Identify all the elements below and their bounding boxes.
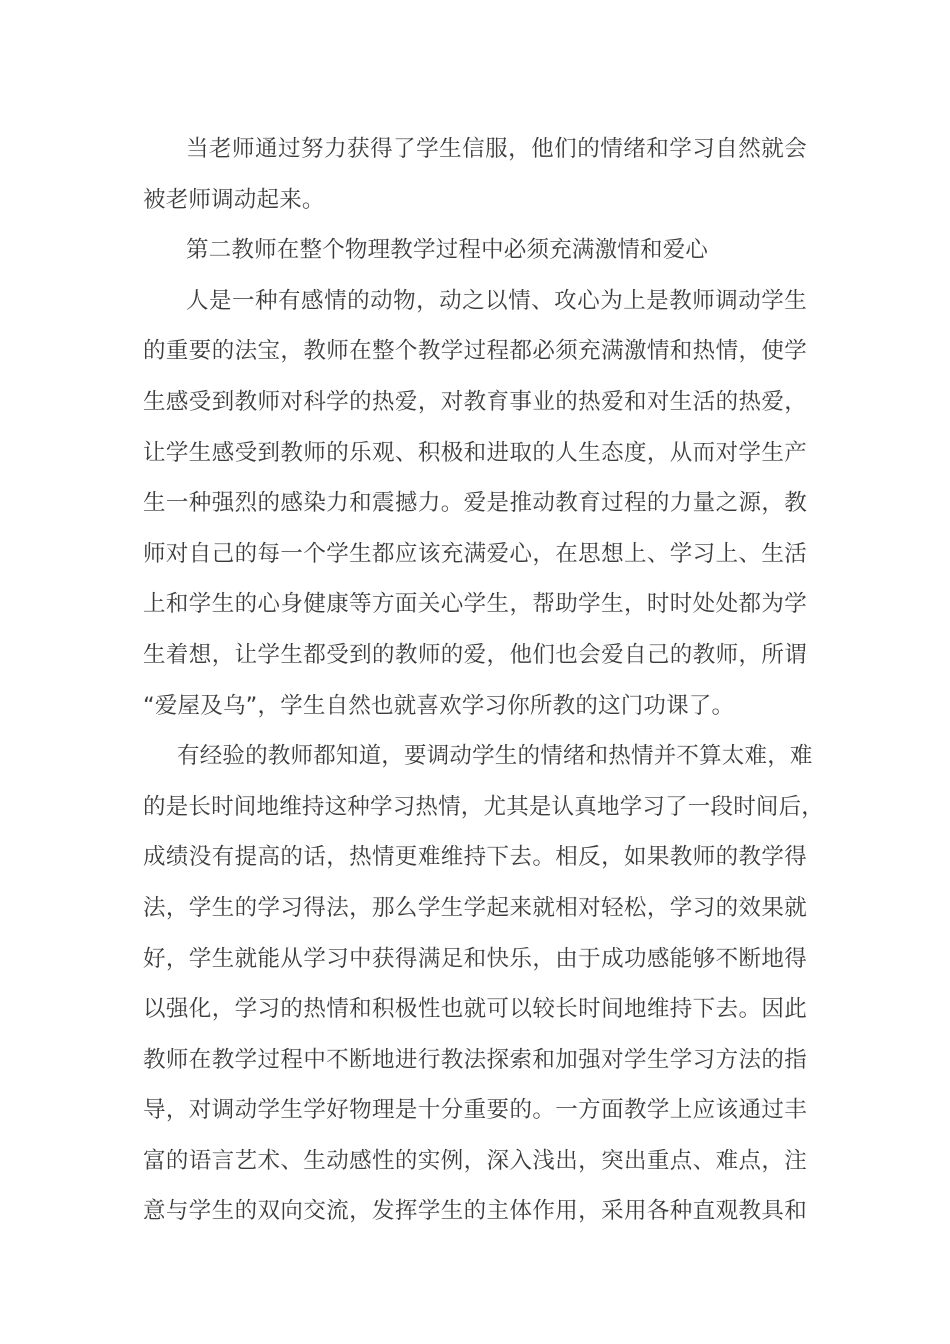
text-line: 教师在教学过程中不断地进行教法探索和加强对学生学习方法的指 [143, 1046, 807, 1073]
text-line: 的是长时间地维持这种学习热情，尤其是认真地学习了一段时间后， [143, 793, 825, 820]
text-line: 被老师调动起来。 [143, 186, 325, 213]
text-line: 师对自己的每一个学生都应该充满爱心，在思想上、学习上、生活 [143, 540, 807, 567]
body-text [143, 124, 825, 1237]
text-line: 法，学生的学习得法，那么学生学起来就相对轻松，学习的效果就 [143, 894, 807, 921]
text-line: 生着想，让学生都受到的教师的爱，他们也会爱自己的教师，所谓 [143, 641, 807, 668]
text-line: 富的语言艺术、生动感性的实例，深入浅出，突出重点、难点，注 [143, 1147, 807, 1174]
text-line: 生感受到教师对科学的热爱，对教育事业的热爱和对生活的热爱， [143, 388, 807, 415]
text-line: 导，对调动学生学好物理是十分重要的。一方面教学上应该通过丰 [143, 1097, 807, 1124]
text-line: “爱屋及乌”，学生自然也就喜欢学习你所教的这门功课了。 [143, 692, 735, 719]
text-line: 让学生感受到教师的乐观、积极和进取的人生态度，从而对学生产 [143, 439, 807, 466]
text-line: 的重要的法宝，教师在整个教学过程都必须充满激情和热情，使学 [143, 338, 807, 365]
text-line: 以强化，学习的热情和积极性也就可以较长时间地维持下去。因此 [143, 996, 807, 1023]
text-line: 有经验的教师都知道，要调动学生的情绪和热情并不算太难，难 [177, 743, 813, 770]
text-line: 当老师通过努力获得了学生信服，他们的情绪和学习自然就会 [186, 136, 807, 162]
section-heading: 第二教师在整个物理教学过程中必须充满激情和爱心 [186, 237, 709, 264]
text-line: 上和学生的心身健康等方面关心学生，帮助学生，时时处处都为学 [143, 591, 807, 618]
text-line: 好，学生就能从学习中获得满足和快乐，由于成功感能够不断地得 [143, 945, 807, 972]
text-line: 生一种强烈的感染力和震撼力。爱是推动教育过程的力量之源，教 [143, 490, 807, 517]
text-line: 意与学生的双向交流，发挥学生的主体作用，采用各种直观教具和 [143, 1198, 807, 1225]
text-line: 成绩没有提高的话，热情更难维持下去。相反，如果教师的教学得 [143, 844, 807, 871]
text-line: 人是一种有感情的动物，动之以情、攻心为上是教师调动学生 [186, 287, 807, 314]
